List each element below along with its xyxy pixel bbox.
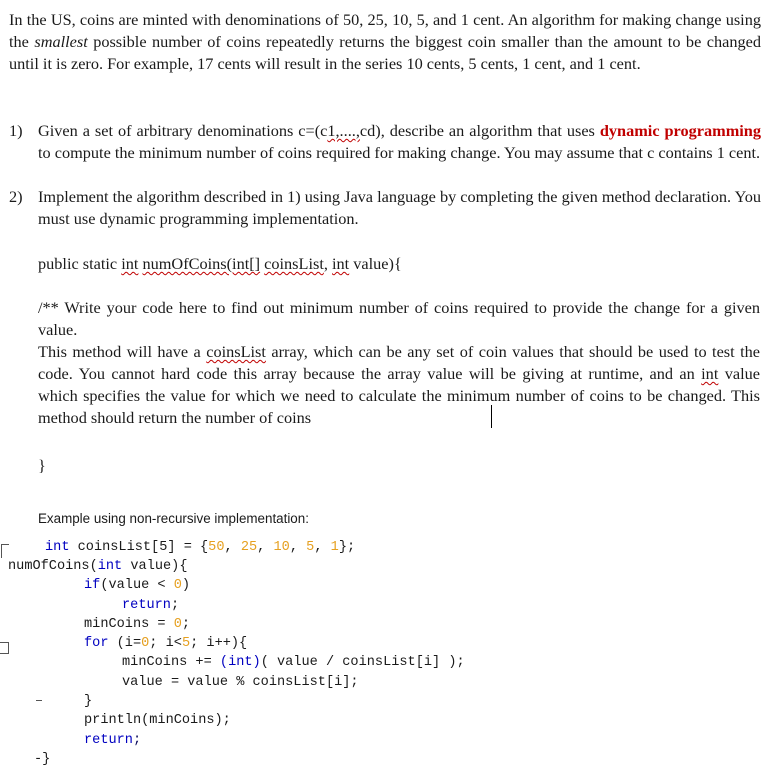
- question-1-number: 1): [9, 121, 23, 140]
- code-text: ;: [132, 733, 142, 748]
- literal: 5: [306, 540, 315, 555]
- sig-param-name: coinsList: [264, 254, 324, 273]
- code-text: minCoins =: [84, 617, 174, 632]
- example-label: Example using non-recursive implementation:: [38, 511, 309, 526]
- code-text: ( value / coinsList[i] );: [260, 655, 465, 670]
- comment-coinslist: coinsList: [206, 342, 266, 361]
- intro-text-2: possible number of coins repeatedly returns the biggest coin smaller than the amount to be changed until it is zero. For example, 17 cents will result in the series 10 cents, 5 cents, 1 cent, and 1 cent.: [9, 32, 761, 73]
- question-2: [9, 186, 761, 230]
- code-line-3: [84, 576, 190, 595]
- code-line-4: [122, 596, 179, 615]
- code-text: (i=: [108, 636, 142, 651]
- code-line-10: println(minCoins);: [84, 713, 231, 728]
- comment-int: int: [701, 364, 719, 383]
- code-line-6: [84, 634, 247, 653]
- sig-int: int: [121, 254, 139, 273]
- question-1: [9, 120, 761, 164]
- question-1-text-2: cd), describe an algorithm that uses: [359, 121, 600, 140]
- question-2-number: 2): [9, 187, 23, 206]
- literal: 0: [173, 578, 182, 593]
- fold-marker[interactable]: [0, 642, 9, 654]
- code-text: minCoins +=: [122, 655, 220, 670]
- code-text: ; i++){: [190, 636, 248, 651]
- literal: 50: [208, 540, 225, 555]
- kw-return: return: [122, 598, 171, 613]
- code-line-7: [122, 653, 465, 672]
- comment-text-a: This method will have a: [38, 342, 207, 361]
- sig-param-type: (int[]: [226, 254, 261, 273]
- comment-text-c: array, which can be any set of coin values that should be used to test the code. You cannot hard code this array because the array value will be giving at runtime, and an: [38, 342, 760, 383]
- code-text: ;: [170, 598, 180, 613]
- fold-marker[interactable]: [1, 544, 9, 558]
- question-1-text-3: to compute the minimum number of coins required for making change. You may assume that c contains 1 cent.: [38, 143, 761, 162]
- kw-if: if: [84, 578, 101, 593]
- text-cursor: [491, 405, 492, 428]
- literal: 5: [181, 636, 191, 651]
- closing-brace: }: [38, 456, 46, 475]
- code-text: numOfCoins(: [8, 559, 98, 574]
- code-line-5: [84, 615, 190, 634]
- kw-int: int: [97, 559, 123, 574]
- code-text: ;: [181, 617, 191, 632]
- dynamic-programming-highlight: dynamic programming: [599, 121, 761, 140]
- sig-suffix: value){: [349, 254, 402, 273]
- kw-for: for: [84, 636, 109, 651]
- code-line-1: int coinsList[5] = {50, 25, 10, 5, 1};: [45, 540, 356, 555]
- code-text: value){: [122, 559, 188, 574]
- kw-cast: (int): [219, 655, 261, 670]
- sig-comma: ,: [323, 254, 332, 273]
- sig-prefix: public static: [38, 254, 122, 273]
- sig-int-2: int: [332, 254, 350, 273]
- code-line-8: value = value % coinsList[i];: [122, 675, 359, 690]
- literal: 10: [273, 540, 290, 555]
- intro-text-1: In the US, coins are minted with denominations of 50, 25, 10, 5, and 1 cent. An algorithm for making change using the: [9, 10, 761, 51]
- question-2-text: Implement the algorithm described in 1) using Java language by completing the given method declaration. You must use dynamic programming implementation.: [38, 187, 761, 228]
- fold-marker[interactable]: [36, 700, 42, 701]
- code-text: coinsList[5] = {: [69, 540, 209, 555]
- method-signature: [38, 253, 402, 275]
- literal: 25: [240, 540, 258, 555]
- literal: 0: [173, 617, 182, 632]
- code-text: ): [181, 578, 191, 593]
- literal: 1: [330, 540, 339, 555]
- code-line-2: [8, 557, 187, 576]
- code-line-11: [84, 731, 141, 750]
- code-line-9: }: [84, 694, 93, 709]
- code-text: };: [338, 540, 356, 555]
- question-1-text-1: Given a set of arbitrary denominations c=(c: [38, 121, 328, 140]
- code-text: ; i<: [149, 636, 182, 651]
- intro-emphasis: smallest: [34, 32, 88, 51]
- intro-paragraph: [9, 9, 761, 75]
- code-comment: [38, 297, 760, 429]
- kw-int: int: [45, 540, 70, 555]
- code-line-12: -}: [34, 752, 51, 767]
- spellcheck-squiggle: 1,....,: [327, 121, 360, 140]
- comment-text-e: value which specifies the value for which we need to calculate the minimum number of coins to be changed. This method should return the number of coins: [38, 364, 760, 427]
- code-text: (value <: [100, 578, 174, 593]
- comment-line-1: /** Write your code here to find out minimum number of coins required to provide the change for a given value.: [38, 298, 760, 339]
- sig-name: numOfCoins: [142, 254, 227, 273]
- kw-return: return: [84, 733, 133, 748]
- literal: 0: [141, 636, 150, 651]
